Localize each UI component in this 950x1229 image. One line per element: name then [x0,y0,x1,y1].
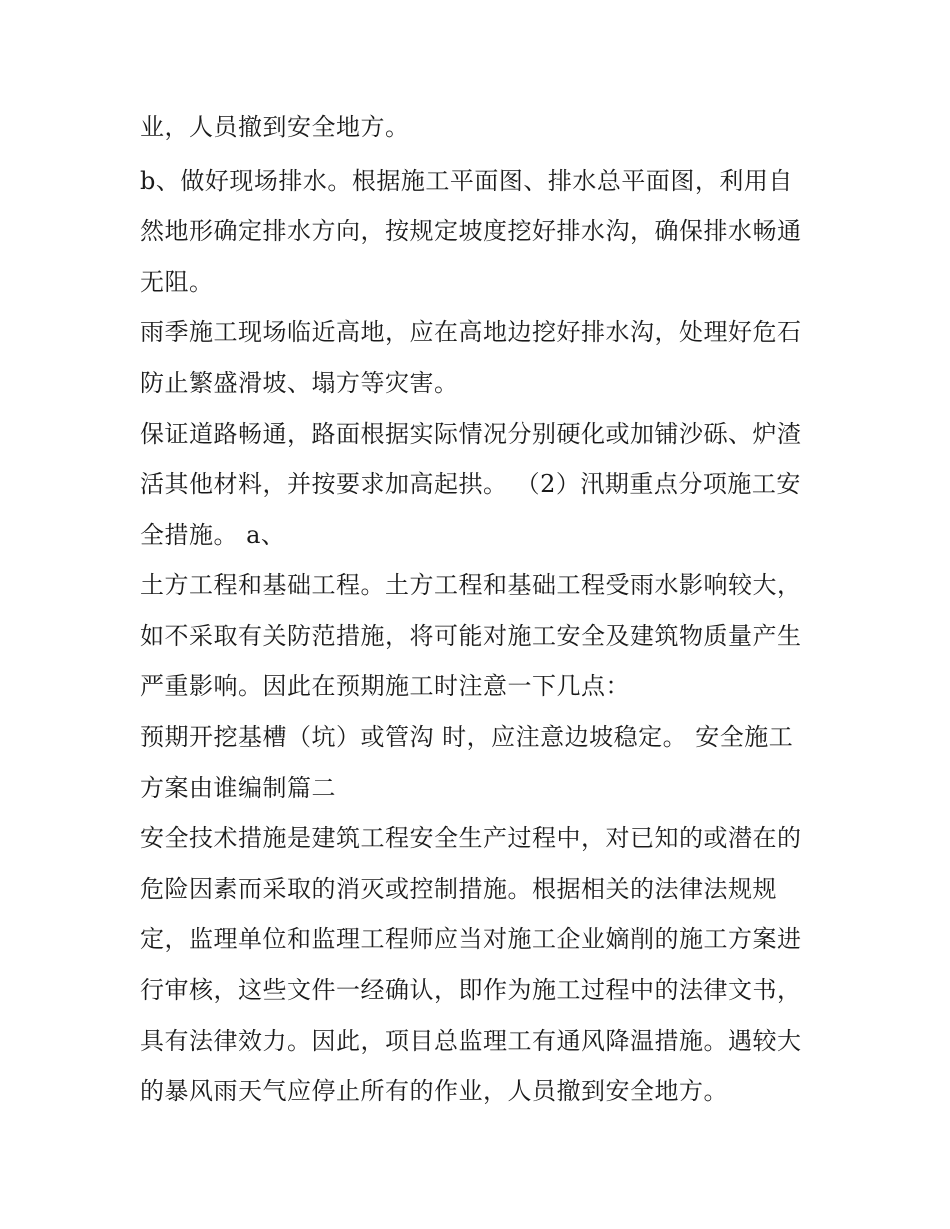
text-line: 无阻。 [140,268,214,296]
text-line: 严重影响。因此在预期施工时注意一下几点： [140,672,630,700]
text-line: 活其他材料，并按要求加高起拱。 （2）汛期重点分项施工安 [140,470,801,498]
text-line: 然地形确定排水方向，按规定坡度挖好排水沟，确保排水畅通 [140,217,802,245]
text-line: 防止繁盛滑坡、塌方等灾害。 [140,369,459,397]
text-line: b、做好现场排水。根据施工平面图、排水总平面图，利用自 [140,167,793,195]
text-line: 定，监理单位和监理工程师应当对施工企业嫡削的施工方案进 [140,925,802,953]
text-line: 雨季施工现场临近高地，应在高地边挖好排水沟，处理好危石 [140,318,802,346]
text-line: 业，人员撤到安全地方。 [140,113,410,141]
text-line: 的暴风雨天气应停止所有的作业，人员撤到安全地方。 [140,1077,728,1105]
text-line: 保证道路畅通，路面根据实际情况分别硬化或加铺沙砾、炉渣 [140,420,802,448]
text-line: 如不采取有关防范措施，将可能对施工安全及建筑物质量产生 [140,622,802,650]
text-line: 具有法律效力。因此，项目总监理工有通风降温措施。遇较大 [140,1027,802,1055]
text-line: 土方工程和基础工程。土方工程和基础工程受雨水影响较大， [140,571,802,599]
text-line: 行审核，这些文件一经确认，即作为施工过程中的法律文书， [140,976,802,1004]
text-line: 安全技术措施是建筑工程安全生产过程中，对已知的或潜在的 [140,824,802,852]
text-line: 全措施。 a、 [140,521,286,549]
text-line: 预期开挖基槽（坑）或管沟 时，应注意边坡稳定。 安全施工 [140,723,794,751]
text-line: 方案由谁编制篇二 [140,774,336,802]
text-line: 危险因素而采取的消灭或控制措施。根据相关的法律法规规 [140,875,777,903]
